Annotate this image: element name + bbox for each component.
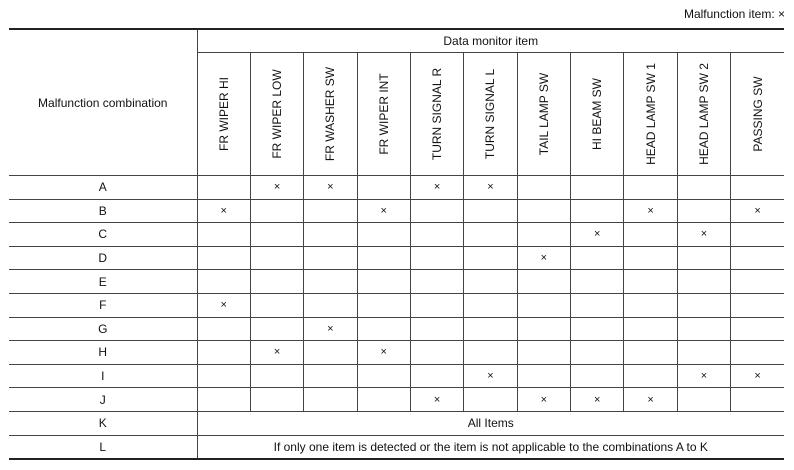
spanning-cell: If only one item is detected or the item is not applicable to the combinations A to K (197, 435, 784, 459)
table-cell: × (624, 199, 677, 223)
table-cell (304, 364, 357, 388)
column-header (250, 53, 303, 176)
column-header (517, 53, 570, 176)
table-cell (304, 270, 357, 294)
column-header (731, 53, 784, 176)
column-header-label: HEAD LAMP SW 2 (696, 63, 711, 165)
column-header-label: TURN SIGNAL R (430, 67, 445, 161)
table-cell (410, 223, 463, 247)
table-cell (731, 317, 784, 341)
row-label: I (9, 364, 197, 388)
row-label: K (9, 411, 197, 435)
table-cell (571, 293, 624, 317)
legend-malfunction-item: Malfunction item: × (683, 7, 785, 21)
table-cell (624, 223, 677, 247)
header-malfunction-combination: Malfunction combination (9, 29, 197, 176)
table-cell (197, 341, 250, 365)
table-cell: × (731, 364, 784, 388)
column-header (571, 53, 624, 176)
table-cell: × (410, 388, 463, 412)
table-cell (250, 364, 303, 388)
table-cell (517, 364, 570, 388)
column-header (410, 53, 463, 176)
table-cell (304, 388, 357, 412)
header-row-group (9, 29, 784, 53)
table-cell (624, 246, 677, 270)
table-row (9, 293, 784, 317)
table-cell (197, 364, 250, 388)
table-cell (357, 176, 410, 200)
table-row (9, 341, 784, 365)
table-cell (357, 270, 410, 294)
column-header (197, 53, 250, 176)
table-cell (357, 317, 410, 341)
row-label: H (9, 341, 197, 365)
column-header-label: FR WIPER HI (216, 77, 231, 151)
table-cell (677, 341, 730, 365)
table-cell (731, 388, 784, 412)
table-cell (571, 364, 624, 388)
table-cell (250, 317, 303, 341)
table-cell (731, 176, 784, 200)
table-row (9, 270, 784, 294)
table-cell (197, 388, 250, 412)
table-cell (197, 176, 250, 200)
column-header-label: TAIL LAMP SW (536, 72, 551, 156)
table-cell (571, 199, 624, 223)
table-row (9, 388, 784, 412)
table-cell (464, 270, 517, 294)
table-cell (517, 293, 570, 317)
table-cell (571, 317, 624, 341)
table-row (9, 435, 784, 459)
table-cell (571, 270, 624, 294)
table-cell (624, 176, 677, 200)
table-cell (410, 293, 463, 317)
table-cell (731, 270, 784, 294)
table-cell (677, 246, 730, 270)
table-row (9, 176, 784, 200)
table-cell: × (517, 388, 570, 412)
table-cell (304, 246, 357, 270)
table-cell: × (677, 364, 730, 388)
table-cell: × (197, 199, 250, 223)
table-row (9, 246, 784, 270)
table-cell: × (410, 176, 463, 200)
table-cell (250, 246, 303, 270)
row-label: G (9, 317, 197, 341)
table-cell (464, 317, 517, 341)
table-row (9, 317, 784, 341)
table-cell (517, 176, 570, 200)
column-header-label: PASSING SW (750, 76, 765, 152)
table-cell (197, 317, 250, 341)
table-cell (250, 388, 303, 412)
row-label: F (9, 293, 197, 317)
table-cell: × (250, 341, 303, 365)
table-row (9, 411, 784, 435)
row-label: J (9, 388, 197, 412)
column-header-label: FR WASHER SW (323, 66, 338, 162)
table-cell (197, 223, 250, 247)
column-header-label: FR WIPER INT (376, 73, 391, 155)
spanning-cell: All Items (197, 411, 784, 435)
column-header-label: TURN SIGNAL L (483, 68, 498, 160)
row-label: B (9, 199, 197, 223)
table-cell (624, 364, 677, 388)
row-label: D (9, 246, 197, 270)
table-cell (357, 293, 410, 317)
table-cell (357, 246, 410, 270)
table-row (9, 364, 784, 388)
table-cell (464, 388, 517, 412)
column-header-label: HEAD LAMP SW 1 (643, 63, 658, 165)
malfunction-combination-table (9, 28, 784, 460)
table-cell (357, 364, 410, 388)
table-cell: × (357, 199, 410, 223)
table-cell (624, 341, 677, 365)
table-row (9, 223, 784, 247)
table-cell (250, 223, 303, 247)
table-cell: × (624, 388, 677, 412)
row-label: A (9, 176, 197, 200)
table-cell: × (571, 388, 624, 412)
table-cell (410, 246, 463, 270)
table-cell (571, 176, 624, 200)
table-body (9, 176, 784, 460)
table-cell (304, 293, 357, 317)
column-header-label: FR WIPER LOW (270, 69, 285, 159)
header-data-monitor-item: Data monitor item (197, 29, 784, 53)
table-cell: × (571, 223, 624, 247)
table-cell: × (517, 246, 570, 270)
row-label: C (9, 223, 197, 247)
table-cell (304, 341, 357, 365)
table-cell: × (304, 176, 357, 200)
table-cell (624, 317, 677, 341)
column-header-label: HI BEAM SW (590, 77, 605, 151)
table-cell (357, 388, 410, 412)
column-header (624, 53, 677, 176)
table-cell (464, 293, 517, 317)
table-cell (464, 199, 517, 223)
column-header (304, 53, 357, 176)
table-cell (250, 293, 303, 317)
table-cell: × (197, 293, 250, 317)
table-cell (197, 270, 250, 294)
table-row (9, 199, 784, 223)
table-cell (731, 293, 784, 317)
table-cell (677, 293, 730, 317)
table-cell (624, 293, 677, 317)
table-cell (464, 246, 517, 270)
table-cell (464, 341, 517, 365)
table-cell (517, 223, 570, 247)
table-cell (677, 270, 730, 294)
table-cell (250, 199, 303, 223)
table-cell (731, 246, 784, 270)
table-cell (517, 270, 570, 294)
table-cell (250, 270, 303, 294)
table-cell (304, 223, 357, 247)
table-cell (410, 317, 463, 341)
table-cell (410, 364, 463, 388)
table-cell (464, 223, 517, 247)
table-cell: × (304, 317, 357, 341)
table-cell (410, 199, 463, 223)
table-cell: × (677, 223, 730, 247)
row-label: E (9, 270, 197, 294)
table-cell (517, 341, 570, 365)
table-cell: × (731, 199, 784, 223)
table-cell (571, 246, 624, 270)
table-cell (731, 341, 784, 365)
column-header (357, 53, 410, 176)
table-cell (677, 388, 730, 412)
column-header (677, 53, 730, 176)
table-cell: × (464, 364, 517, 388)
table-cell (197, 246, 250, 270)
column-header (464, 53, 517, 176)
table-cell (731, 223, 784, 247)
table-cell: × (464, 176, 517, 200)
table-cell (304, 199, 357, 223)
table-cell (677, 199, 730, 223)
table-cell (624, 270, 677, 294)
table-cell (357, 223, 410, 247)
table-cell (517, 317, 570, 341)
table-cell: × (250, 176, 303, 200)
table-cell (571, 341, 624, 365)
table-cell (677, 176, 730, 200)
row-label: L (9, 435, 197, 459)
table-cell (410, 341, 463, 365)
table-cell (410, 270, 463, 294)
table-cell: × (357, 341, 410, 365)
table-cell (517, 199, 570, 223)
table-cell (677, 317, 730, 341)
